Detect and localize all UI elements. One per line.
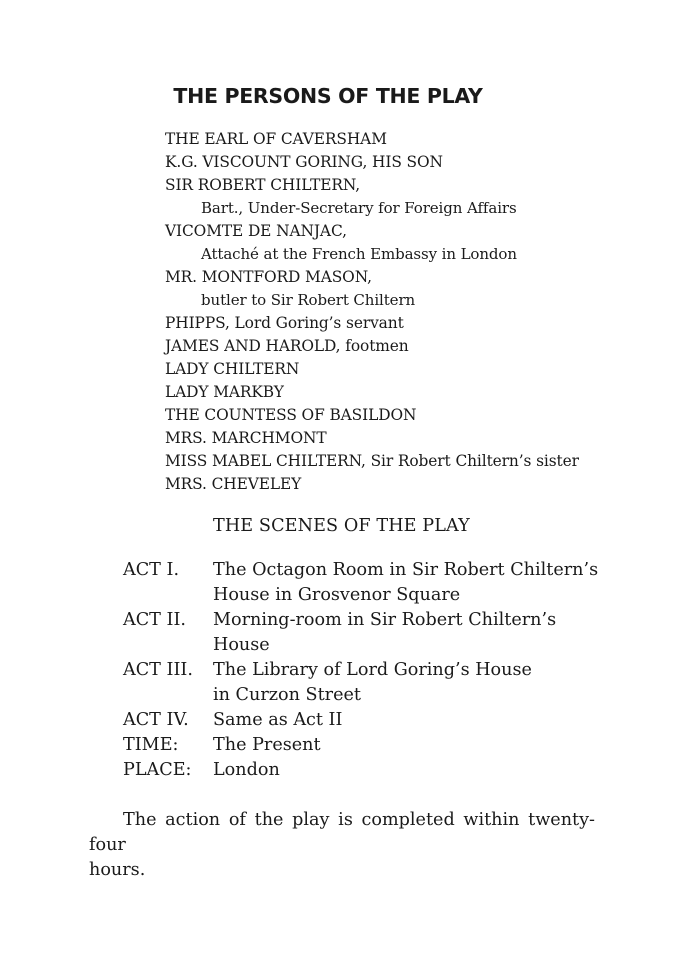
scene-description: Same as Act II: [213, 710, 343, 730]
scene-label: ACT I.: [123, 560, 180, 580]
closing-line-1: The action of the play is completed within twenty-four: [89, 810, 595, 855]
scene-label: TIME:: [123, 735, 179, 755]
person-entry: THE COUNTESS OF BASILDON: [165, 406, 417, 424]
scenes-list: [123, 558, 623, 783]
person-description: butler to Sir Robert Chiltern: [201, 291, 416, 309]
person-description: Bart., Under-Secretary for Foreign Affairs: [201, 199, 517, 217]
scene-description: The Library of Lord Goring’s House: [213, 660, 532, 680]
scene-label: [123, 683, 213, 708]
person-entry: MR. MONTFORD MASON,: [165, 268, 372, 286]
person-entry: JAMES AND HAROLD, footmen: [165, 337, 409, 355]
scene-description: Morning-room in Sir Robert Chiltern’s: [213, 610, 557, 630]
scene-label: ACT III.: [123, 660, 193, 680]
scene-row: [123, 608, 623, 633]
person-entry: MISS MABEL CHILTERN, Sir Robert Chiltern’s sister: [165, 452, 579, 470]
closing-line-2: hours.: [89, 860, 146, 880]
person-entry: VICOMTE DE NANJAC,: [165, 222, 347, 240]
page-title: [0, 84, 686, 108]
person-entry: THE EARL OF CAVERSHAM: [165, 130, 387, 148]
person-entry: MRS. MARCHMONT: [165, 429, 327, 447]
person-entry: K.G. VISCOUNT GORING, HIS SON: [165, 153, 443, 171]
scene-description: The Octagon Room in Sir Robert Chiltern’s: [213, 560, 599, 580]
scene-row: [123, 658, 623, 683]
persons-list: [165, 128, 665, 496]
scene-description: in Curzon Street: [213, 685, 361, 705]
scene-description: House: [213, 635, 270, 655]
scene-label: [123, 633, 213, 658]
scene-label: ACT IV.: [123, 710, 189, 730]
scene-row: [123, 758, 623, 783]
page-title-text: THE PERSONS OF THE PLAY: [173, 84, 483, 108]
scene-description: London: [213, 760, 280, 780]
scene-description: The Present: [213, 735, 321, 755]
scene-label: PLACE:: [123, 760, 192, 780]
person-entry: LADY CHILTERN: [165, 360, 300, 378]
person-entry: LADY MARKBY: [165, 383, 284, 401]
scene-label: [123, 583, 213, 608]
scene-row: [123, 583, 623, 608]
scene-label: ACT II.: [123, 610, 186, 630]
person-description: Attaché at the French Embassy in London: [201, 245, 517, 263]
scene-row: [123, 733, 623, 758]
scene-row: [123, 708, 623, 733]
person-entry: PHIPPS, Lord Goring’s servant: [165, 314, 404, 332]
scene-row: [123, 633, 623, 658]
scene-row: [123, 558, 623, 583]
scene-description: House in Grosvenor Square: [213, 585, 461, 605]
scene-row: [123, 683, 623, 708]
scenes-heading: THE SCENES OF THE PLAY: [213, 516, 470, 536]
person-entry: SIR ROBERT CHILTERN,: [165, 176, 361, 194]
person-entry: MRS. CHEVELEY: [165, 475, 302, 493]
closing-paragraph: [89, 808, 595, 883]
